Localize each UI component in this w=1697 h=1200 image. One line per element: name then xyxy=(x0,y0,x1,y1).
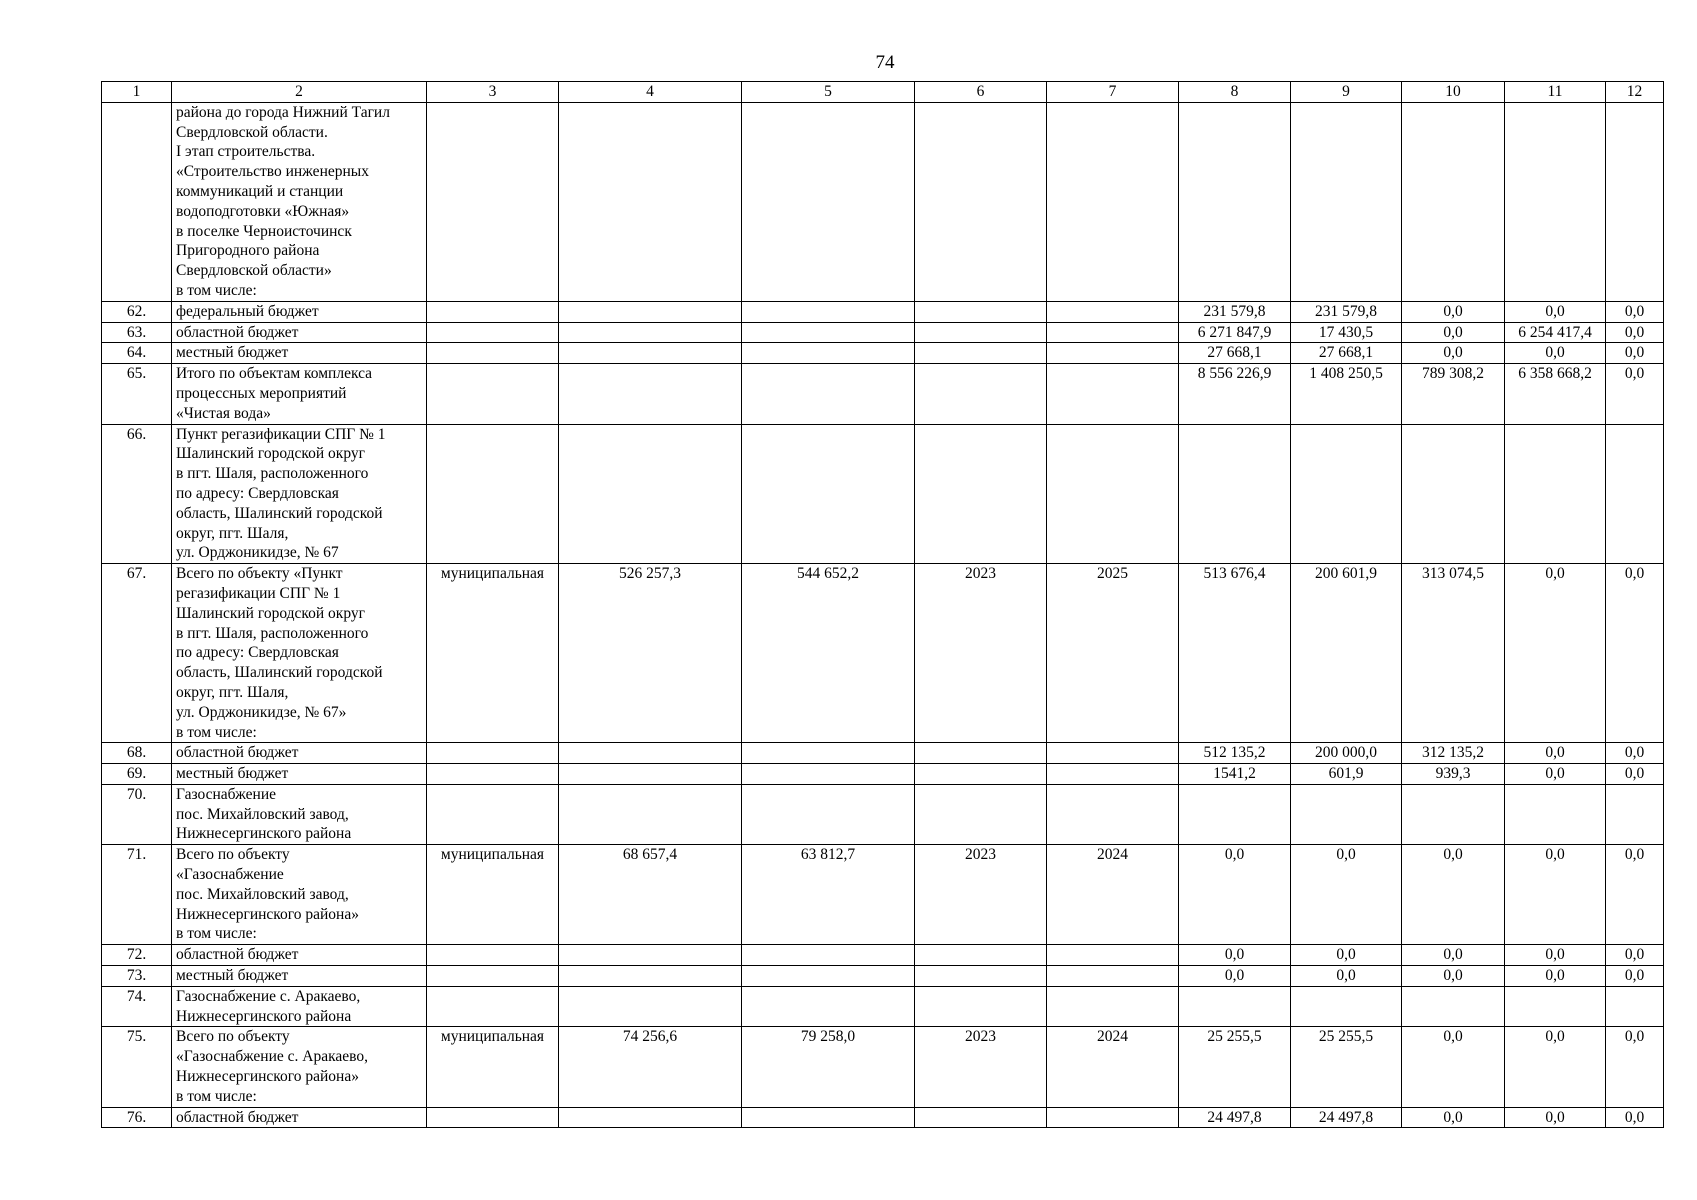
amount-cell: 231 579,8 xyxy=(1179,301,1291,322)
start-year-cell xyxy=(915,1107,1047,1128)
amount-cell: 0,0 xyxy=(1402,343,1505,364)
end-year-cell: 2024 xyxy=(1047,1027,1179,1107)
cost-cell xyxy=(742,986,915,1027)
column-header: 11 xyxy=(1505,82,1606,103)
table-body xyxy=(102,102,1664,1128)
column-header: 12 xyxy=(1606,82,1664,103)
amount-cell: 0,0 xyxy=(1505,966,1606,987)
row-description: Газоснабжение с. Аракаево, Нижнесергинского района xyxy=(172,986,427,1027)
table-row xyxy=(102,102,1664,301)
row-number: 67. xyxy=(102,564,172,743)
cost-cell xyxy=(742,364,915,424)
amount-cell: 8 556 226,9 xyxy=(1179,364,1291,424)
ownership-cell xyxy=(427,743,559,764)
row-number: 75. xyxy=(102,1027,172,1107)
table-row xyxy=(102,322,1664,343)
row-number: 71. xyxy=(102,845,172,945)
row-description: федеральный бюджет xyxy=(172,301,427,322)
start-year-cell xyxy=(915,343,1047,364)
column-header: 1 xyxy=(102,82,172,103)
start-year-cell xyxy=(915,743,1047,764)
cost-cell xyxy=(559,322,742,343)
row-description: областной бюджет xyxy=(172,322,427,343)
cost-cell: 68 657,4 xyxy=(559,845,742,945)
start-year-cell xyxy=(915,966,1047,987)
amount-cell: 17 430,5 xyxy=(1291,322,1402,343)
ownership-cell xyxy=(427,764,559,785)
cost-cell xyxy=(742,784,915,844)
cost-cell: 544 652,2 xyxy=(742,564,915,743)
cost-cell xyxy=(559,764,742,785)
ownership-cell xyxy=(427,1107,559,1128)
ownership-cell xyxy=(427,945,559,966)
column-header: 4 xyxy=(559,82,742,103)
row-number: 73. xyxy=(102,966,172,987)
row-description: Всего по объекту «Газоснабжение с. Аракаево, Нижнесергинского района» в том числе: xyxy=(172,1027,427,1107)
amount-cell: 601,9 xyxy=(1291,764,1402,785)
amount-cell: 0,0 xyxy=(1402,966,1505,987)
amount-cell: 0,0 xyxy=(1606,1027,1664,1107)
column-header: 8 xyxy=(1179,82,1291,103)
amount-cell xyxy=(1179,424,1291,564)
amount-cell xyxy=(1402,424,1505,564)
amount-cell xyxy=(1179,986,1291,1027)
column-header: 9 xyxy=(1291,82,1402,103)
amount-cell xyxy=(1291,784,1402,844)
ownership-cell xyxy=(427,102,559,301)
amount-cell: 313 074,5 xyxy=(1402,564,1505,743)
column-header: 6 xyxy=(915,82,1047,103)
amount-cell xyxy=(1606,986,1664,1027)
amount-cell: 24 497,8 xyxy=(1291,1107,1402,1128)
ownership-cell xyxy=(427,966,559,987)
amount-cell: 24 497,8 xyxy=(1179,1107,1291,1128)
start-year-cell: 2023 xyxy=(915,845,1047,945)
table-row xyxy=(102,424,1664,564)
table-row xyxy=(102,1107,1664,1128)
start-year-cell xyxy=(915,102,1047,301)
amount-cell: 0,0 xyxy=(1606,343,1664,364)
column-header: 2 xyxy=(172,82,427,103)
table-row xyxy=(102,986,1664,1027)
amount-cell: 0,0 xyxy=(1606,301,1664,322)
start-year-cell xyxy=(915,764,1047,785)
cost-cell: 63 812,7 xyxy=(742,845,915,945)
amount-cell: 6 271 847,9 xyxy=(1179,322,1291,343)
amount-cell: 0,0 xyxy=(1179,945,1291,966)
amount-cell xyxy=(1505,784,1606,844)
amount-cell: 789 308,2 xyxy=(1402,364,1505,424)
amount-cell: 25 255,5 xyxy=(1291,1027,1402,1107)
cost-cell xyxy=(742,764,915,785)
amount-cell xyxy=(1291,986,1402,1027)
amount-cell: 0,0 xyxy=(1402,1107,1505,1128)
amount-cell: 0,0 xyxy=(1505,1027,1606,1107)
amount-cell xyxy=(1606,424,1664,564)
amount-cell: 0,0 xyxy=(1402,1027,1505,1107)
end-year-cell xyxy=(1047,743,1179,764)
amount-cell: 27 668,1 xyxy=(1179,343,1291,364)
row-number: 72. xyxy=(102,945,172,966)
start-year-cell: 2023 xyxy=(915,564,1047,743)
amount-cell: 0,0 xyxy=(1606,966,1664,987)
end-year-cell: 2024 xyxy=(1047,845,1179,945)
amount-cell: 513 676,4 xyxy=(1179,564,1291,743)
table-row xyxy=(102,743,1664,764)
amount-cell: 0,0 xyxy=(1402,322,1505,343)
amount-cell: 512 135,2 xyxy=(1179,743,1291,764)
amount-cell: 27 668,1 xyxy=(1291,343,1402,364)
row-description: Всего по объекту «Газоснабжение пос. Михайловский завод, Нижнесергинского района» в том числе: xyxy=(172,845,427,945)
end-year-cell xyxy=(1047,945,1179,966)
cost-cell xyxy=(559,102,742,301)
table-row xyxy=(102,564,1664,743)
ownership-cell xyxy=(427,301,559,322)
row-number: 68. xyxy=(102,743,172,764)
table-row xyxy=(102,301,1664,322)
end-year-cell xyxy=(1047,986,1179,1027)
end-year-cell xyxy=(1047,966,1179,987)
row-number: 70. xyxy=(102,784,172,844)
amount-cell: 0,0 xyxy=(1402,945,1505,966)
table-row xyxy=(102,945,1664,966)
end-year-cell xyxy=(1047,784,1179,844)
end-year-cell xyxy=(1047,764,1179,785)
amount-cell xyxy=(1402,784,1505,844)
table-row xyxy=(102,845,1664,945)
end-year-cell xyxy=(1047,322,1179,343)
cost-cell xyxy=(559,301,742,322)
amount-cell: 0,0 xyxy=(1402,845,1505,945)
amount-cell xyxy=(1505,986,1606,1027)
cost-cell xyxy=(742,743,915,764)
ownership-cell xyxy=(427,784,559,844)
end-year-cell: 2025 xyxy=(1047,564,1179,743)
amount-cell: 0,0 xyxy=(1179,966,1291,987)
ownership-cell xyxy=(427,322,559,343)
amount-cell: 200 601,9 xyxy=(1291,564,1402,743)
row-number xyxy=(102,102,172,301)
amount-cell: 0,0 xyxy=(1505,564,1606,743)
row-number: 66. xyxy=(102,424,172,564)
amount-cell xyxy=(1505,424,1606,564)
amount-cell: 939,3 xyxy=(1402,764,1505,785)
start-year-cell: 2023 xyxy=(915,1027,1047,1107)
start-year-cell xyxy=(915,424,1047,564)
row-number: 64. xyxy=(102,343,172,364)
amount-cell xyxy=(1291,424,1402,564)
row-number: 63. xyxy=(102,322,172,343)
cost-cell xyxy=(559,784,742,844)
cost-cell xyxy=(559,743,742,764)
amount-cell: 0,0 xyxy=(1179,845,1291,945)
amount-cell: 0,0 xyxy=(1606,1107,1664,1128)
row-description: Итого по объектам комплекса процессных мероприятий «Чистая вода» xyxy=(172,364,427,424)
cost-cell xyxy=(742,966,915,987)
amount-cell: 1541,2 xyxy=(1179,764,1291,785)
row-description: района до города Нижний Тагил Свердловской области. I этап строительства. «Строительство инженерных коммуникаций и станции водоподготовки «Южная» в поселке Черноисточинск Пригородного района Свердловской области» в том числе: xyxy=(172,102,427,301)
amount-cell xyxy=(1179,102,1291,301)
cost-cell xyxy=(559,424,742,564)
cost-cell: 79 258,0 xyxy=(742,1027,915,1107)
start-year-cell xyxy=(915,301,1047,322)
start-year-cell xyxy=(915,945,1047,966)
table-row xyxy=(102,364,1664,424)
ownership-cell: муниципальная xyxy=(427,845,559,945)
amount-cell: 0,0 xyxy=(1291,966,1402,987)
cost-cell xyxy=(559,1107,742,1128)
row-description: местный бюджет xyxy=(172,966,427,987)
ownership-cell xyxy=(427,343,559,364)
amount-cell: 0,0 xyxy=(1505,743,1606,764)
table-row xyxy=(102,1027,1664,1107)
amount-cell: 6 254 417,4 xyxy=(1505,322,1606,343)
row-description: местный бюджет xyxy=(172,343,427,364)
cost-cell xyxy=(742,343,915,364)
row-number: 76. xyxy=(102,1107,172,1128)
amount-cell: 0,0 xyxy=(1606,364,1664,424)
amount-cell: 6 358 668,2 xyxy=(1505,364,1606,424)
amount-cell: 0,0 xyxy=(1606,764,1664,785)
end-year-cell xyxy=(1047,343,1179,364)
cost-cell: 526 257,3 xyxy=(559,564,742,743)
cost-cell xyxy=(742,322,915,343)
cost-cell xyxy=(742,945,915,966)
cost-cell xyxy=(742,1107,915,1128)
ownership-cell xyxy=(427,364,559,424)
ownership-cell: муниципальная xyxy=(427,564,559,743)
amount-cell: 0,0 xyxy=(1505,845,1606,945)
amount-cell xyxy=(1402,102,1505,301)
row-number: 69. xyxy=(102,764,172,785)
end-year-cell xyxy=(1047,424,1179,564)
row-number: 65. xyxy=(102,364,172,424)
cost-cell xyxy=(559,343,742,364)
amount-cell: 1 408 250,5 xyxy=(1291,364,1402,424)
amount-cell: 0,0 xyxy=(1505,301,1606,322)
header-row xyxy=(102,82,1664,103)
row-description: местный бюджет xyxy=(172,764,427,785)
cost-cell xyxy=(559,364,742,424)
amount-cell: 0,0 xyxy=(1606,743,1664,764)
row-number: 74. xyxy=(102,986,172,1027)
column-header: 10 xyxy=(1402,82,1505,103)
cost-cell xyxy=(742,102,915,301)
amount-cell xyxy=(1402,986,1505,1027)
ownership-cell xyxy=(427,986,559,1027)
row-description: Всего по объекту «Пункт регазификации СПГ № 1 Шалинский городской округ в пгт. Шаля, расположенного по адресу: Свердловская область, Шалинский городской округ, пгт. Шаля, ул. Орджоникидзе, № 67» в том числе: xyxy=(172,564,427,743)
ownership-cell: муниципальная xyxy=(427,1027,559,1107)
column-header: 7 xyxy=(1047,82,1179,103)
table-row xyxy=(102,784,1664,844)
budget-table xyxy=(101,81,1664,1128)
table-row xyxy=(102,764,1664,785)
amount-cell: 0,0 xyxy=(1402,301,1505,322)
row-description: областной бюджет xyxy=(172,1107,427,1128)
start-year-cell xyxy=(915,322,1047,343)
amount-cell xyxy=(1606,784,1664,844)
amount-cell xyxy=(1606,102,1664,301)
end-year-cell xyxy=(1047,1107,1179,1128)
amount-cell: 312 135,2 xyxy=(1402,743,1505,764)
amount-cell: 0,0 xyxy=(1606,945,1664,966)
cost-cell xyxy=(742,424,915,564)
start-year-cell xyxy=(915,986,1047,1027)
amount-cell: 0,0 xyxy=(1606,322,1664,343)
table-row xyxy=(102,343,1664,364)
cost-cell xyxy=(559,966,742,987)
ownership-cell xyxy=(427,424,559,564)
amount-cell: 0,0 xyxy=(1291,845,1402,945)
amount-cell: 0,0 xyxy=(1505,1107,1606,1128)
amount-cell: 0,0 xyxy=(1606,845,1664,945)
cost-cell: 74 256,6 xyxy=(559,1027,742,1107)
row-description: областной бюджет xyxy=(172,945,427,966)
cost-cell xyxy=(559,945,742,966)
amount-cell: 25 255,5 xyxy=(1179,1027,1291,1107)
row-description: областной бюджет xyxy=(172,743,427,764)
amount-cell xyxy=(1505,102,1606,301)
end-year-cell xyxy=(1047,301,1179,322)
amount-cell: 0,0 xyxy=(1606,564,1664,743)
amount-cell xyxy=(1291,102,1402,301)
amount-cell: 0,0 xyxy=(1505,945,1606,966)
row-number: 62. xyxy=(102,301,172,322)
cost-cell xyxy=(742,301,915,322)
cost-cell xyxy=(559,986,742,1027)
row-description: Газоснабжение пос. Михайловский завод, Нижнесергинского района xyxy=(172,784,427,844)
page-number: 74 xyxy=(875,52,895,73)
amount-cell: 0,0 xyxy=(1291,945,1402,966)
start-year-cell xyxy=(915,784,1047,844)
row-description: Пункт регазификации СПГ № 1 Шалинский городской округ в пгт. Шаля, расположенного по адресу: Свердловская область, Шалинский городской округ, пгт. Шаля, ул. Орджоникидзе, № 67 xyxy=(172,424,427,564)
table-row xyxy=(102,966,1664,987)
end-year-cell xyxy=(1047,102,1179,301)
amount-cell xyxy=(1179,784,1291,844)
column-header: 5 xyxy=(742,82,915,103)
start-year-cell xyxy=(915,364,1047,424)
amount-cell: 200 000,0 xyxy=(1291,743,1402,764)
amount-cell: 231 579,8 xyxy=(1291,301,1402,322)
amount-cell: 0,0 xyxy=(1505,343,1606,364)
column-header: 3 xyxy=(427,82,559,103)
amount-cell: 0,0 xyxy=(1505,764,1606,785)
end-year-cell xyxy=(1047,364,1179,424)
